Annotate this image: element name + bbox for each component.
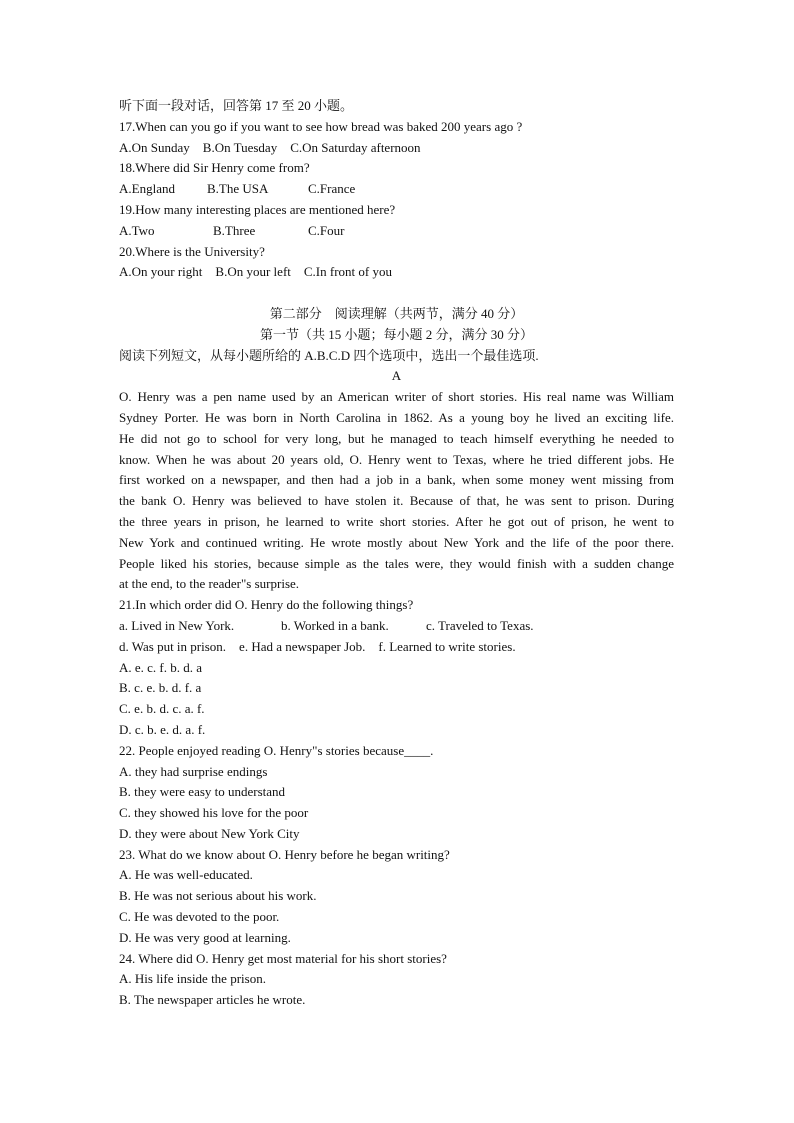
option-d: D. c. b. e. d. a. f. bbox=[119, 721, 206, 737]
option-b: B.Three bbox=[213, 222, 256, 238]
passage-line: People liked his stories, because simple as the tales were, they would finish with a sudden change bbox=[119, 555, 674, 571]
option-c: C. e. b. d. c. a. f. bbox=[119, 701, 205, 717]
question-22: 22. People enjoyed reading O. Henry"s stories because____. bbox=[119, 742, 434, 758]
passage-label: A bbox=[391, 368, 402, 384]
question-24: 24. Where did O. Henry get most material for his short stories? bbox=[119, 950, 447, 966]
question-17: 17.When can you go if you want to see how bread was baked 200 years ago ? bbox=[119, 118, 523, 134]
passage-line: New York and continued writing. He wrote mostly about New York and the life of the poor there. bbox=[119, 534, 674, 550]
question-18: 18.Where did Sir Henry come from? bbox=[119, 160, 310, 176]
part-title: 第二部分 阅读理解（共两节，满分 40 分） bbox=[269, 305, 524, 321]
option-a: A. e. c. f. b. d. a bbox=[119, 659, 203, 675]
option-b: B. c. e. b. d. f. a bbox=[119, 680, 202, 696]
listening-intro: 听下面一段对话，回答第 17 至 20 小题。 bbox=[119, 98, 354, 113]
passage-line: the three years in prison, he learned to write short stories. After he got out of prison, he went to bbox=[119, 513, 674, 529]
event-c: c. Traveled to Texas. bbox=[426, 617, 534, 633]
question-23: 23. What do we know about O. Henry before he began writing? bbox=[119, 846, 450, 862]
option-b: B. The newspaper articles he wrote. bbox=[119, 992, 306, 1008]
option-a: A. He was well-educated. bbox=[119, 867, 253, 883]
event-e: e. Had a newspaper Job. bbox=[239, 638, 366, 654]
reading-instruction: 阅读下列短文，从每小题所给的 A.B.C.D 四个选项中，选出一个最佳选项. bbox=[119, 347, 539, 363]
option-c: C.On Saturday afternoon bbox=[290, 139, 421, 155]
passage-line: first worked on a newspaper, and then had a job in a bank, when some money went missing from bbox=[119, 472, 674, 488]
option-c: C.In front of you bbox=[303, 264, 392, 280]
question-19: 19.How many interesting places are mentioned here? bbox=[119, 201, 396, 217]
question-20: 20.Where is the University? bbox=[119, 243, 265, 259]
option-d: D. they were about New York City bbox=[119, 825, 300, 841]
question-20-options bbox=[119, 262, 674, 283]
question-21: 21.In which order did O. Henry do the following things? bbox=[119, 597, 414, 613]
option-d: D. He was very good at learning. bbox=[119, 929, 291, 945]
passage-line: at the end, to the reader"s surprise. bbox=[119, 576, 300, 592]
event-d: d. Was put in prison. bbox=[119, 638, 227, 654]
option-b: B.On Tuesday bbox=[202, 139, 278, 155]
option-a: A. they had surprise endings bbox=[119, 763, 268, 779]
option-b: B.The USA bbox=[207, 181, 269, 197]
question-21-events-row1 bbox=[119, 616, 674, 637]
question-18-options bbox=[119, 179, 674, 200]
option-a: A.On your right bbox=[119, 264, 203, 280]
option-b: B.On your left bbox=[215, 264, 291, 280]
question-17-options bbox=[119, 138, 674, 159]
event-b: b. Worked in a bank. bbox=[281, 617, 389, 633]
option-a: A.On Sunday bbox=[119, 139, 190, 155]
passage-line: know. When he was about 20 years old, O. Henry went to Texas, where he tried different jobs. He bbox=[119, 451, 674, 467]
option-c: C.Four bbox=[308, 222, 345, 238]
question-21-events-row2 bbox=[119, 637, 674, 658]
passage bbox=[119, 387, 674, 595]
event-a: a. Lived in New York. bbox=[119, 617, 235, 633]
option-c: C. He was devoted to the poor. bbox=[119, 909, 280, 925]
option-b: B. He was not serious about his work. bbox=[119, 888, 317, 904]
document-page bbox=[119, 96, 674, 1011]
option-a: A.Two bbox=[119, 222, 155, 238]
spacer bbox=[119, 283, 674, 304]
event-f: f. Learned to write stories. bbox=[378, 638, 516, 654]
passage-line: He did not go to school for very long, but he managed to teach himself everything he needed to bbox=[119, 430, 674, 446]
option-a: A.England bbox=[119, 181, 175, 197]
question-19-options bbox=[119, 221, 674, 242]
option-a: A. His life inside the prison. bbox=[119, 971, 266, 987]
option-c: C. they showed his love for the poor bbox=[119, 805, 309, 821]
option-b: B. they were easy to understand bbox=[119, 784, 286, 800]
passage-line: the bank O. Henry was believed to have stolen it. Because of that, he was sent to prison. During bbox=[119, 493, 674, 509]
passage-line: O. Henry was a pen name used by an American writer of short stories. His real name was William bbox=[119, 389, 674, 405]
option-c: C.France bbox=[308, 181, 356, 197]
section-title: 第一节（共 15 小题；每小题 2 分，满分 30 分） bbox=[259, 326, 533, 342]
passage-line: Sydney Porter. He was born in North Carolina in 1862. As a young boy he lived an exciting life. bbox=[119, 409, 674, 425]
